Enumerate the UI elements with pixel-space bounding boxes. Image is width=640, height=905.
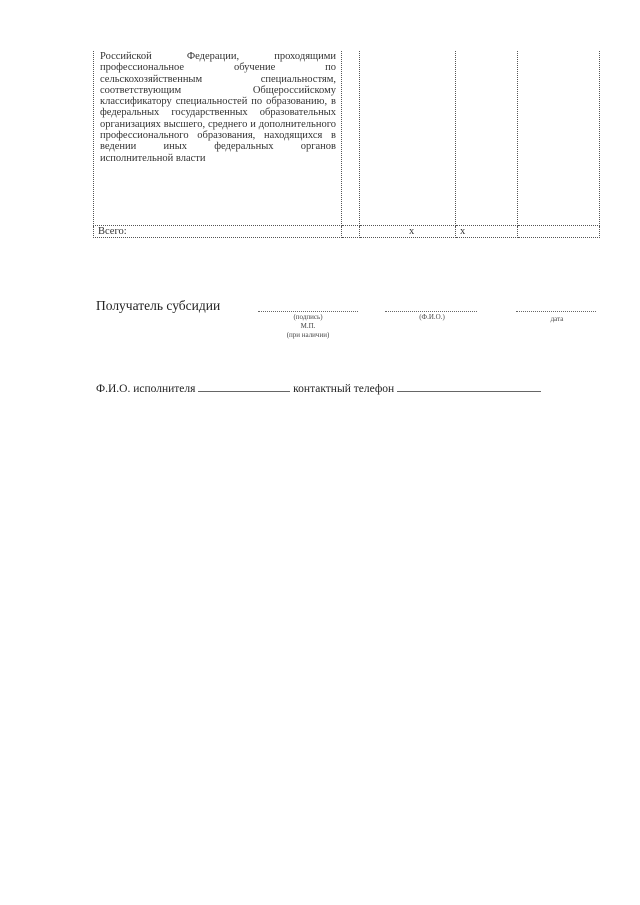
recipient-label: Получатель субсидии xyxy=(96,298,221,313)
executor-fio-label: Ф.И.О. исполнителя xyxy=(96,383,196,395)
signature-line xyxy=(258,311,358,312)
subsidy-table xyxy=(93,51,600,238)
table-cell xyxy=(342,51,360,226)
table-cell xyxy=(518,51,600,226)
date-caption: дата xyxy=(550,315,564,323)
total-label: Всего: xyxy=(94,226,342,238)
executor-fio-field[interactable] xyxy=(198,381,290,392)
fio-line xyxy=(385,311,477,312)
stamp-caption: М.П. xyxy=(300,322,316,330)
table-row xyxy=(94,51,600,226)
total-cell-x: х xyxy=(360,226,456,238)
signature-caption: (подпись) xyxy=(293,313,323,321)
table-cell xyxy=(342,226,360,238)
executor-phone-label: контактный телефон xyxy=(293,383,395,395)
stamp-note: (при наличии) xyxy=(286,331,330,339)
table-cell xyxy=(518,226,600,238)
table-row-total xyxy=(94,226,600,238)
date-line xyxy=(516,311,596,312)
executor-line xyxy=(96,381,541,395)
fio-caption: (Ф.И.О.) xyxy=(419,313,445,321)
row-description: Российской Федерации, проходящими профессиональное обучение по сельскохозяйственным специальностям, соответствующим Общероссийскому классификатору специальностей по образованию, в федеральных государственных образовательных организациях высшего, среднего и дополнительного профессионального образования, находящихся в ведении иных федеральных органов исполнительной власти xyxy=(94,51,342,226)
table-cell xyxy=(456,51,518,226)
total-cell-x: х xyxy=(456,226,518,238)
executor-phone-field[interactable] xyxy=(397,381,541,392)
table-cell xyxy=(360,51,456,226)
